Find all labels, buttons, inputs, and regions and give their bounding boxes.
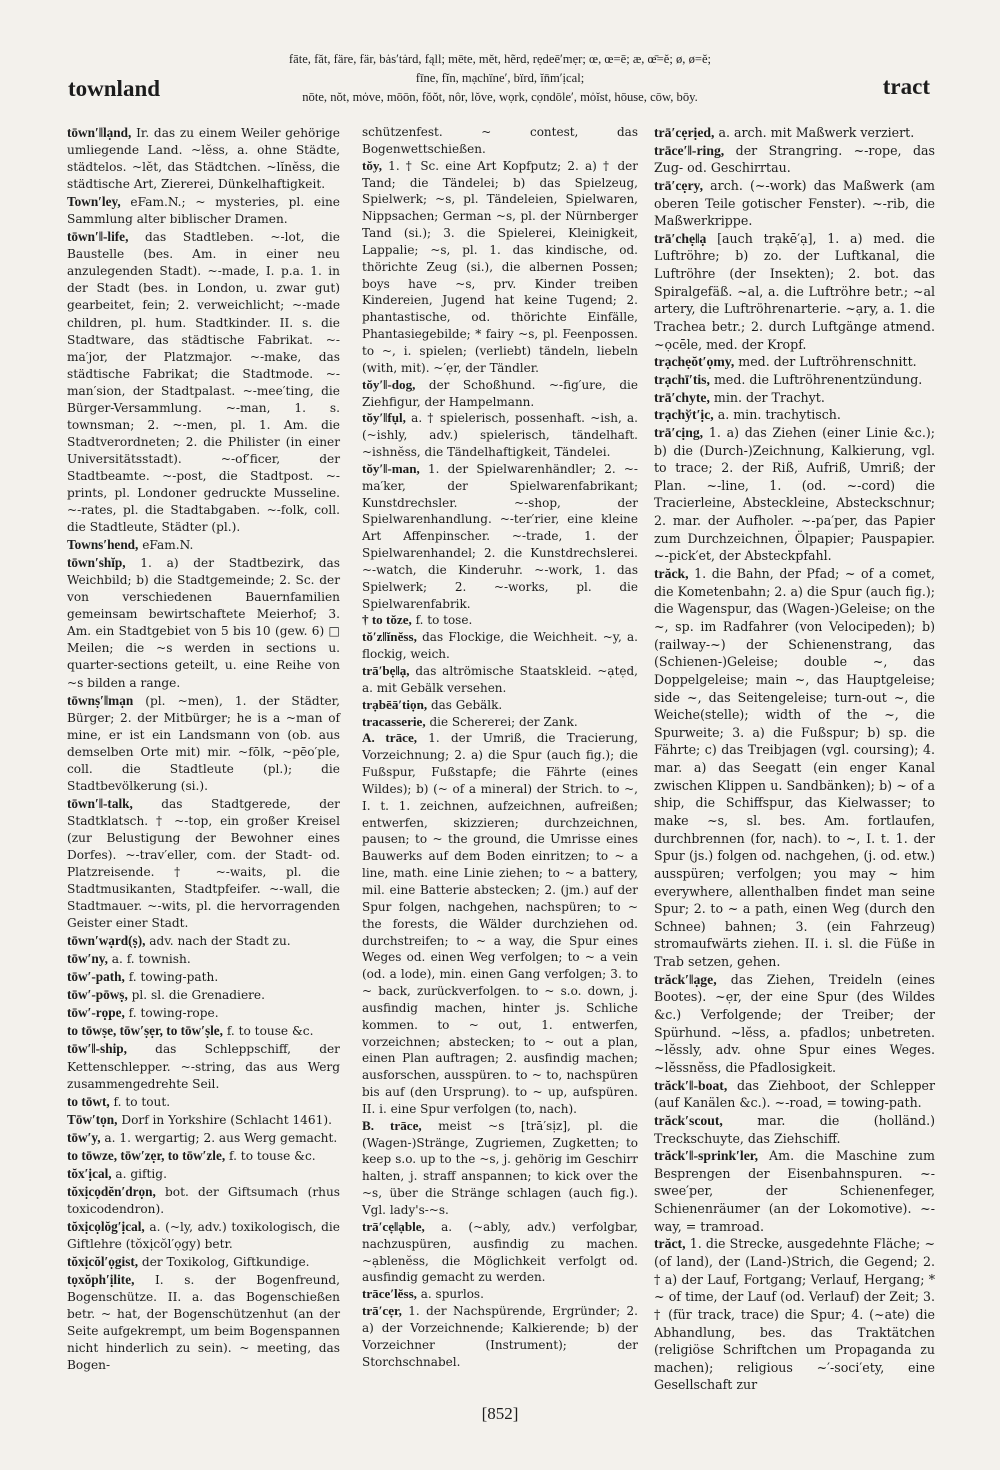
- entry-definition: 1. † Sc. eine Art Kopfputz; 2. a) † der Tand; die Tändelei; b) das Spielzeug, Spielwerk; ~s, pl. Tändeleien, Spielwaren, Nippsachen; German ~s, pl. der Nürnberger Tand (si.); 3. die Spielerei, Kleinigkeit, Lappalie; ~s, pl. 1. das kindische, od. thörichte Zeug (si.), die albernen Possen; boys have ~s, prv. Kinder treiben Kindereien, Jugend hat keine Tugend; 2. phantastische, od. thörichte Einfälle, Phantasiegebilde; * fairy ~s, pl. Feenpossen. to ~, i. spielen; (verliebt) tändeln, liebeln (with, mit). ~′ẹr, der Tändler.: [362, 158, 638, 375]
- dictionary-entry: [67, 968, 340, 986]
- dictionary-entry: [362, 158, 638, 377]
- dictionary-entry: [362, 612, 638, 629]
- page-number: [852]: [481, 1404, 519, 1423]
- entry-definition: 1. der Spielwarenhändler; 2. ~-ma′ker, der Spielwarenfabrikant; Kunstdrechsler. ~-shop, der Spielwarenhandlung. ~-ter′rier, eine kleine Art Affenpinscher. ~-trade, 1. der Spielwarenhandel; 2. die Kunstdrechslerei. ~-watch, die Kinderuhr. ~-work, 1. das Spielwerk; 2. ~-works, pl. die Spielwarenfabrik.: [362, 461, 638, 611]
- entry-headword: tōw′-pōwṣ,: [67, 987, 128, 1003]
- dictionary-entry: [362, 1118, 638, 1219]
- dictionary-entry: [67, 1183, 340, 1218]
- entry-headword: trā′chẹ‖ạ: [654, 230, 707, 246]
- entry-definition: f. to touse &c.: [223, 1024, 314, 1039]
- entry-definition: a. (~ably, adv.) verfolgbar, nachzuspüren, ausfindig zu machen. ~ạblenĕss, die Möglichkeit verfolgt od. ausfindig gemacht zu werden.: [362, 1219, 638, 1285]
- entry-definition: schützenfest. ~ contest, das Bogenwettschießen.: [362, 125, 638, 156]
- entry-headword: trăck,: [654, 566, 689, 582]
- entry-headword: trā′cẹr,: [362, 1303, 402, 1319]
- entry-headword: trạchī′tis,: [654, 371, 710, 387]
- entry-headword: trā′chyte,: [654, 389, 710, 405]
- entry-headword: tŏxịcọdĕn′drọn,: [67, 1183, 156, 1199]
- dictionary-entry: [362, 410, 638, 461]
- entry-definition: Am. die Maschine zum Besprengen der Eisenbahnspuren. ~-swee′per, der Schienenfeger, Schienenräumer (an der Lokomotive). ~-way, = tramroad.: [654, 1148, 935, 1234]
- left-guide-word: townland: [68, 76, 161, 101]
- dictionary-entry: [67, 1165, 340, 1183]
- entry-headword: tōwn′‖-talk,: [67, 795, 133, 811]
- entry-definition: [auch trạkē′ạ], 1. a) med. die Luftröhre; b) zo. der Luftkanal, die Luftröhre (der Insekten); 2. bot. das Spiralgefäß. ~al, a. die Luftröhre betr.; ~al artery, die Luftröhrenarterie. ~ạry, a. 1. die Trachea betr.; 2. durch Luftgänge atmend. ~ọcēle, med. der Kropf.: [654, 230, 935, 352]
- dictionary-entry: [362, 663, 638, 697]
- dictionary-entry: [654, 1112, 935, 1147]
- entry-headword: to tōwṣe, tōw′ṣẹr, to tōw′ṣle,: [67, 1023, 223, 1039]
- dictionary-entry: [654, 230, 935, 353]
- dictionary-entry: [654, 177, 935, 230]
- entry-definition: 1. die Bahn, der Pfad; ~ of a comet, die Kometenbahn; 2. a) die Spur (auch fig.); die Wagenspur, das (Wagen-)Geleise; on the ~, sp. im Radfahrer (von Velocipeden); b) (railway-~) der Schienenstrang, das (Schienen-)Geleise; double ~, das Doppelgeleise; main ~, das Hauptgeleise; side ~, das Seitengeleise; turn-out ~, die Weiche(stelle); width of the ~, die Spurweite; 3. a) die Fußspur; b) sp. die Fährte; c) das Treibjagen (vgl. coursing); 4. mar. a) das Seegatt (ein enger Kanal zwischen Klippen u. Sandbänken); b) ~ of a ship, die Schiffspur, das Kielwasser; to make ~s, sl. bes. Am. fortlaufen, durchbrennen (for, nach). to ~, I. t. 1. der Spur (js.) folgen od. nachgehen, (j. od. etw.) ausspüren; verfolgen; you may ~ him everywhere, allenthalben findet man seine Spur; 2. to ~ a path, einen Weg (durch den Schnee) bahnen; 3. (ein Fahrzeug) stromaufwärts ziehen. II. i. sl. die Füße in Trab setzen, gehen.: [654, 566, 935, 970]
- dictionary-entry: [654, 424, 935, 565]
- dictionary-entry: [362, 377, 638, 411]
- entry-definition: a. min. trachytisch.: [713, 407, 841, 423]
- dictionary-entry: [67, 124, 340, 193]
- dictionary-entry: [67, 1111, 340, 1129]
- dictionary-entry: [654, 353, 935, 371]
- entry-headword: tŏy′‖-dog,: [362, 376, 416, 392]
- entry-definition: f. to tose.: [411, 613, 473, 628]
- entry-headword: tŏxịcŏl′ọgist,: [67, 1254, 139, 1270]
- entry-headword: tọxŏph′ịlite,: [67, 1272, 135, 1288]
- entry-definition: Dorf in Yorkshire (Schlacht 1461).: [117, 1112, 332, 1127]
- entry-headword: trăck′‖-sprink′ler,: [654, 1148, 759, 1164]
- dictionary-entry: [362, 697, 638, 714]
- pron-key-line: fīne, fĭn, mạchïne′, bïrd, ĭn̄m′ịcal;: [415, 71, 585, 85]
- entry-definition: 1. die Strecke, ausgedehnte Fläche; ~ (of land), der (Land-)Strich, die Gegend; 2. † a) der Lauf, Fortgang; Verlauf, Hergang; * ~ of time, der Lauf (od. Verlauf) der Zeit; 3. † (für track, trace) die Spur; 4. (~ate) die Abhandlung, bes. das Traktätchen (religiöse Schriftchen um Propaganda zu machen); religious ~′-soci′ety, eine Gesellschaft zur: [654, 1236, 935, 1393]
- entry-headword: tōw′‖-ship,: [67, 1041, 127, 1057]
- entry-headword: tōwn′‖-life,: [67, 229, 129, 245]
- dictionary-entry: [654, 565, 935, 971]
- entry-definition: med. die Luftröhrenentzündung.: [709, 371, 923, 387]
- entry-headword: Towns′hend,: [67, 537, 139, 553]
- dictionary-entry: [362, 124, 638, 158]
- dictionary-entry: [67, 1218, 340, 1253]
- dictionary-entry: [654, 406, 935, 424]
- entry-headword: trā′bẹ‖ạ,: [362, 663, 410, 678]
- pron-key-line: nōte, nŏt, mȯve, mōōn, fŏŏt, nôr, lŏve, wọrk, cọndōle′, mȯĭst, hōuse, cōw, bōy.: [302, 90, 698, 104]
- dictionary-entry: [362, 629, 638, 663]
- dictionary-entry: [67, 950, 340, 968]
- dictionary-entry: [67, 1271, 340, 1374]
- entry-definition: das Schleppschiff, der Kettenschlepper. ~-string, das aus Werg zusammengedrehte Seil.: [67, 1042, 340, 1091]
- entry-headword: tōw′ny,: [67, 951, 108, 967]
- dictionary-entry: [654, 389, 935, 407]
- entry-headword: to tōwze, tōw′zẹr, to tōw′zle,: [67, 1147, 226, 1163]
- entry-definition: med. der Luftröhrenschnitt.: [734, 354, 917, 370]
- entry-definition: f. towing-path.: [124, 970, 219, 985]
- entry-definition: f. towing-rope.: [124, 1006, 219, 1021]
- entry-definition: 1. a) das Ziehen (einer Linie &c.); b) die (Durch-)Zeichnung, Kalkierung, vgl. to trace; 2. der Riß, Aufriß, Umriß; der Plan. ~-line, 1. (od. ~-cord) die Tracierleine, Absteckleine, Absteckschnur; 2. mar. der Aufholer. ~-pa′per, das Papier zum Durchzeichnen, Ölpapier; Pauspapier. ~-pick′et, der Absteckpfahl.: [654, 424, 935, 564]
- entry-headword: tōw′-path,: [67, 969, 125, 985]
- dictionary-entry: [67, 1004, 340, 1022]
- entry-definition: f. to touse &c.: [225, 1148, 316, 1163]
- entry-definition: f. to tout.: [109, 1094, 171, 1109]
- entry-definition: Ir. das zu einem Weiler gehörige umliegende Land. ~lĕss, a. ohne Städte, städtelos. ~lĕt, das Städtchen. ~lĭnĕss, die städtische Art, Ziererei, Dünkelhaftigkeit.: [67, 126, 340, 192]
- entry-headword: † to tŏze,: [362, 612, 412, 628]
- entry-definition: a. (~ly, adv.) toxikologisch, die Giftlehre (tŏxịcŏl′ọgy) betr.: [67, 1219, 340, 1251]
- entry-headword: tōw′-rọpe,: [67, 1005, 125, 1021]
- entry-headword: Tōw′tọn,: [67, 1111, 118, 1127]
- entry-definition: 1. der Umriß, die Tracierung, Vorzeichnung; 2. a) die Spur (auch fig.); die Fußspur, Fußstapfe; die Fährte (eines Wildes); b) (~ of a mineral) der Strich. to ~, I. t. 1. zeichnen, aufzeichnen, aufreißen; entwerfen, skizzieren; durchzeichnen, pausen; to ~ the ground, die Umrisse eines Bauwerks auf dem Boden einritzen; to ~ a line, math. eine Linie ziehen; to ~ a battery, mil. eine Batterie abstecken; 2. (jm.) auf der Spur folgen, nachgehen, nachspüren; to ~ the forests, die Wälder durchziehen od. durchstreifen; to ~ a way, die Spur eines Weges od. einen Weg verfolgen; to ~ a vein (od. a lode), min. einen Gang verfolgen; 3. to ~ back, zurückverfolgen. to ~ s.o. down, j. ausfindig machen, hinter js. Schliche kommen. to ~ out, 1. entwerfen, vorzeichnen; abstecken; to ~ out a plan, einen Plan auftragen; 2. ausfindig machen; ausforschen, ausspüren. to ~ to, nachspüren bis auf (den Ursprung). to ~ up, aufspüren. II. i. eine Spur verfolgen (to, nach).: [362, 731, 638, 1116]
- entry-definition: das Gebälk.: [427, 697, 503, 712]
- dictionary-entry: [362, 461, 638, 613]
- entry-definition: a. giftig.: [111, 1166, 167, 1181]
- dictionary-entry: [67, 986, 340, 1004]
- entry-definition: bot. der Giftsumach (rhus toxicodendron).: [67, 1184, 340, 1216]
- entry-definition: pl. sl. die Grenadiere.: [127, 988, 265, 1003]
- column-1: [67, 124, 340, 1374]
- entry-headword: trā′cẹrịed,: [654, 125, 715, 140]
- dictionary-entry: [654, 971, 935, 1077]
- entry-headword: B. trāce,: [362, 1117, 422, 1133]
- dictionary-entry: [654, 142, 935, 177]
- entry-headword: to tōwt,: [67, 1093, 110, 1109]
- entry-headword: tracasserie,: [362, 713, 426, 729]
- dictionary-entry: [362, 1286, 638, 1303]
- entry-headword: trāce′‖-ring,: [654, 142, 725, 158]
- entry-definition: der Toxikolog, Giftkundige.: [138, 1255, 310, 1270]
- dictionary-entry: [67, 932, 340, 950]
- entry-headword: trạchẹŏt′ọmy,: [654, 354, 735, 370]
- entry-definition: a. arch. mit Maßwerk verziert.: [714, 125, 915, 140]
- entry-headword: trăct,: [654, 1236, 686, 1252]
- entry-headword: tōw′y,: [67, 1129, 101, 1145]
- entry-definition: der Schoßhund. ~-fig′ure, die Ziehfigur, der Hampelmann.: [362, 377, 638, 409]
- dictionary-entry: [67, 692, 340, 795]
- entry-definition: arch. (~-work) das Maßwerk (am oberen Teile gotischer Fenster). ~-rib, die Maßwerkrippe.: [654, 177, 935, 229]
- pronunciation-key: [205, 50, 795, 107]
- dictionary-entry: [67, 193, 340, 228]
- entry-headword: trạbēā′tiọn,: [362, 696, 428, 712]
- dictionary-entry: [654, 1077, 935, 1112]
- entry-headword: tŏy,: [362, 157, 383, 173]
- dictionary-entry: [67, 1253, 340, 1271]
- entry-headword: tōwnṣ′‖mạn: [67, 692, 134, 708]
- dictionary-entry: [67, 554, 340, 691]
- dictionary-entry: [67, 228, 340, 536]
- entry-definition: a. † spielerisch, possenhaft. ~ish, a. (~ishly, adv.) spielerisch, tändelhaft. ~ishnĕss, die Tändelhaftigkeit, Tändelei.: [362, 411, 638, 460]
- dictionary-entry: [362, 714, 638, 731]
- entry-definition: a. 1. wergartig; 2. aus Werg gemacht.: [100, 1130, 338, 1145]
- entry-definition: das Ziehboot, der Schlepper (auf Kanälen &c.). ~-road, = towing-path.: [654, 1077, 935, 1111]
- column-3: [654, 124, 935, 1394]
- entry-headword: trā′cịng,: [654, 424, 704, 440]
- entry-definition: das altrömische Staatskleid. ~ạtẹd, a. mit Gebälk versehen.: [362, 664, 638, 695]
- entry-headword: trā′cẹry,: [654, 177, 704, 193]
- entry-headword: tŏxịcọlŏg′ịcal,: [67, 1218, 145, 1234]
- dictionary-entry: [362, 1219, 638, 1286]
- entry-headword: trāce′lĕss,: [362, 1286, 417, 1302]
- dictionary-entry: [654, 371, 935, 389]
- pron-key-line: fāte, făt, färe, fär, bȧs′tȧrd, fąll; mēte, mĕt, hẽrd, rẹdeē′mẹr; œ, œ=ē; æ, œ̄=ĕ; ø, ø=ĕ;: [288, 52, 712, 66]
- right-guide-word: tract: [882, 74, 930, 99]
- dictionary-entry: [654, 1147, 935, 1235]
- entry-definition: eFam.N.; ~ mysteries, pl. eine Sammlung alter biblischer Dramen.: [67, 195, 340, 227]
- entry-definition: 1. der Nachspürende, Ergründer; 2. a) der Vorzeichnende; Kalkierende; b) der Vorzeichner (Instrument); der Storchschnabel.: [362, 1304, 638, 1369]
- entry-definition: a. spurlos.: [416, 1287, 484, 1302]
- entry-definition: das Flockige, die Weichheit. ~y, a. flockig, weich.: [362, 630, 638, 662]
- dictionary-entry: [67, 1147, 340, 1165]
- entry-definition: meist ~s [trā′sịz], pl. die (Wagen-)Stränge, Zugriemen, Zugketten; to keep s.o. up to the ~s, j. gehörig im Geschirr halten, j. straff anspannen; to kick over the ~s, über die Stränge schlagen (auch fig.). Vgl. lady's-~s.: [362, 1118, 638, 1217]
- dictionary-entry: [67, 1040, 340, 1092]
- entry-definition: das Stadtleben. ~-lot, die Baustelle (bes. Am. in einer neu anzulegenden Stadt). ~-made, I. p.a. 1. in der Stadt (bes. in London, u. zwar gut) gearbeitet, fein; 2. verweichlicht; ~-made children, pl. hum. Stadtkinder. II. s. die Stadtware, das städtische Fabrikat. ~-ma′jor, der Platzmajor. ~-make, das städtische Fabrikat; die Stadtmode. ~-man′sion, der Stadtpalast. ~-mee′ting, die Bürger-Versammlung. ~-man, 1. s. townsman; 2. ~-men, pl. 1. Am. die Stadtverordneten; 2. die Philister (in einer Universitätsstadt). ~-of′ficer, der Stadtbeamte. ~-post, die Stadtpost. ~-prints, pl. Londoner gedruckte Musseline. ~-rates, pl. die Stadtabgaben. ~-folk, coll. die Stadtleute, Städter (pl.).: [67, 230, 340, 535]
- dictionary-entry: [654, 124, 935, 142]
- entry-definition: eFam.N.: [138, 538, 194, 553]
- entry-headword: trā′cẹ‖ạble,: [362, 1218, 425, 1234]
- entry-definition: a. f. townish.: [107, 952, 191, 967]
- entry-definition: adv. nach der Stadt zu.: [145, 934, 291, 949]
- dictionary-entry: [362, 1303, 638, 1370]
- dictionary-entry: [654, 1235, 935, 1394]
- entry-definition: (pl. ~men), 1. der Städter, Bürger; 2. der Mitbürger; he is a ~man of mine, er ist ein Landsmann von (ob. aus demselben Orte mit) mir. ~fōlk, ~pēo′ple, coll. die Stadtleute (pl.); die Stadtbevölkerung (si.).: [67, 693, 340, 793]
- entry-headword: trăck′scout,: [654, 1112, 723, 1128]
- entry-headword: tŏ′z‖ĭnĕss,: [362, 629, 417, 645]
- dictionary-entry: [67, 1022, 340, 1040]
- entry-headword: tōwn′wạrd(ṣ),: [67, 933, 146, 949]
- column-2: [362, 124, 638, 1370]
- dictionary-entry: [67, 536, 340, 554]
- entry-headword: tŏy′‖-man,: [362, 460, 420, 476]
- entry-definition: das Stadtgerede, der Stadtklatsch. † ~-top, ein großer Kreisel (zur Belustigung der Bewohner eines Dorfes). ~-trav′eller, com. der Stadt- od. Platzreisende. † ~-waits, pl. die Stadtmusikanten, Stadtpfeifer. ~-wall, die Stadtmauer. ~-wits, pl. die hervorragenden Geister einer Stadt.: [67, 796, 340, 931]
- entry-definition: das Ziehen, Treideln (eines Bootes). ~ẹr, der eine Spur (des Wildes &c.) Verfolgende; der Treiber; der Spürhund. ~lĕss, a. pfadlos; unbetreten. ~lĕssly, adv. ohne Spur eines Weges. ~lĕssnĕss, die Pfadlosigkeit.: [654, 971, 935, 1075]
- entry-headword: Town′ley,: [67, 194, 121, 210]
- entry-definition: die Schererei; der Zank.: [425, 714, 578, 729]
- dictionary-entry: [67, 1093, 340, 1111]
- entry-definition: I. s. der Bogenfreund, Bogenschütze. II. a. das Bogenschießen betr. ~ hat, der Bogenschützenhut (an der Seite aufgekrempt, um beim Bogenspannen nicht hinderlich zu sein). ~ meeting, das Bogen-: [67, 1273, 340, 1373]
- dictionary-entry: [362, 730, 638, 1117]
- entry-headword: trăck′‖ạge,: [654, 971, 717, 987]
- entry-headword: tōwn′‖lạnd,: [67, 125, 132, 140]
- entry-definition: der Strangring. ~-rope, das Zug- od. Geschirrtau.: [654, 142, 935, 176]
- entry-definition: min. der Trachyt.: [709, 389, 825, 405]
- entry-headword: A. trāce,: [362, 730, 418, 746]
- entry-headword: trạchўt′ịc,: [654, 407, 714, 423]
- entry-definition: 1. a) der Stadtbezirk, das Weichbild; b) die Stadtgemeinde; 2. Sc. der von verschiedenen Bauernfamilien gemeinsam bewirtschaftete Meierhof; 3. Am. ein Stadtgebiet von 5 bis 10 (gew. 6) □ Meilen; die ~s werden in sections u. quarter-sections geteilt, u. eine Reihe von ~s bilden a range.: [67, 556, 340, 690]
- entry-headword: tōwn′shĭp,: [67, 555, 126, 571]
- dictionary-entry: [67, 795, 340, 932]
- entry-headword: tŏy′‖fụl,: [362, 410, 406, 426]
- dictionary-entry: [67, 1129, 340, 1147]
- entry-headword: trăck′‖-boat,: [654, 1077, 728, 1093]
- entry-headword: tŏx′ịcal,: [67, 1165, 112, 1181]
- entry-definition: mar. die (holländ.) Treckschuyte, das Ziehschiff.: [654, 1112, 935, 1146]
